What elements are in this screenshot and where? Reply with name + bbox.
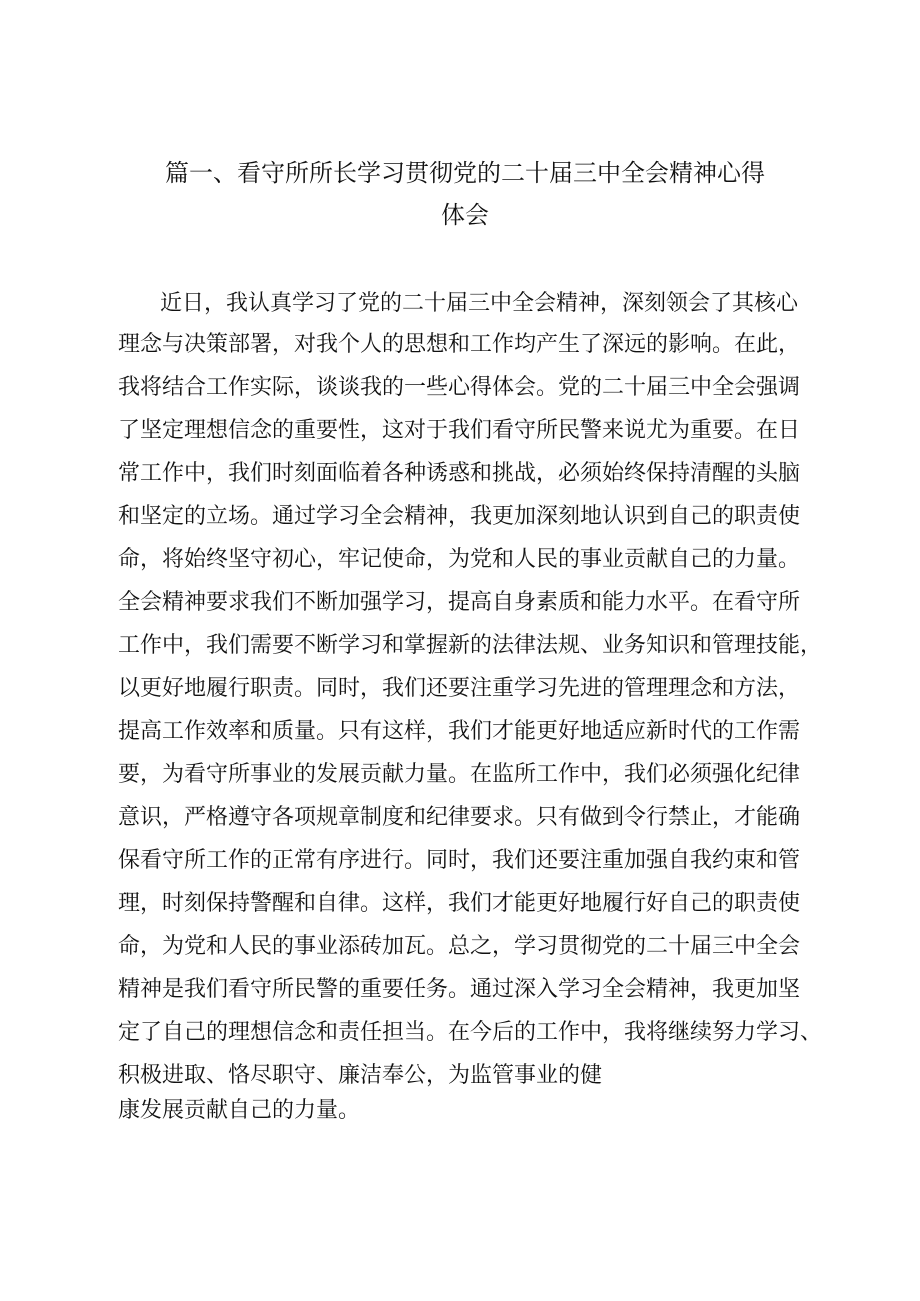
paragraph-line-1: 近日，我认真学习了党的二十届三中全会精神，深刻领会了其核心 <box>160 291 799 316</box>
paragraph-line-3: 我将结合工作实际，谈谈我的一些心得体会。党的二十届三中全会强调 <box>118 375 801 400</box>
paragraph-line-12: 要，为看守所事业的发展贡献力量。在监所工作中，我们必须强化纪律 <box>118 762 801 787</box>
paragraph-line-13: 意识，严格遵守各项规章制度和纪律要求。只有做到令行禁止，才能确 <box>118 805 801 830</box>
paragraph-line-7: 命，将始终坚守初心，牢记使命，为党和人民的事业贡献自己的力量。 <box>118 547 801 572</box>
paragraph-line-17: 精神是我们看守所民警的重要任务。通过深入学习全会精神，我更加坚 <box>118 977 801 1002</box>
paragraph-line-4: 了坚定理想信念的重要性，这对于我们看守所民警来说尤为重要。在日 <box>118 418 801 443</box>
paragraph-line-2: 理念与决策部署，对我个人的思想和工作均产生了深远的影响。在此， <box>118 332 801 357</box>
paragraph-line-16: 命，为党和人民的事业添砖加瓦。总之，学习贯彻党的二十届三中全会 <box>118 934 801 959</box>
paragraph-line-9: 工作中，我们需要不断学习和掌握新的法律法规、业务知识和管理技能， <box>118 633 823 658</box>
document-title-line-2: 体会 <box>441 201 489 229</box>
paragraph-line-11: 提高工作效率和质量。只有这样，我们才能更好地适应新时代的工作需 <box>118 719 801 744</box>
paragraph-line-5: 常工作中，我们时刻面临着各种诱惑和挑战，必须始终保持清醒的头脑 <box>118 461 801 486</box>
paragraph-line-6: 和坚定的立场。通过学习全会精神，我更加深刻地认识到自己的职责使 <box>118 504 801 529</box>
paragraph-line-10: 以更好地履行职责。同时，我们还要注重学习先进的管理理念和方法， <box>118 676 801 701</box>
paragraph-line-8: 全会精神要求我们不断加强学习，提高自身素质和能力水平。在看守所 <box>118 590 801 615</box>
paragraph-line-19: 积极进取、恪尽职守、廉洁奉公，为监管事业的健 <box>118 1063 603 1088</box>
document-title-line-1: 篇一、看守所所长学习贯彻党的二十届三中全会精神心得 <box>165 159 765 187</box>
paragraph-line-14: 保看守所工作的正常有序进行。同时，我们还要注重加强自我约束和管 <box>118 848 801 873</box>
paragraph-line-18: 定了自己的理想信念和责任担当。在今后的工作中，我将继续努力学习、 <box>118 1020 823 1045</box>
paragraph-line-15: 理，时刻保持警醒和自律。这样，我们才能更好地履行好自己的职责使 <box>118 891 801 916</box>
paragraph-line-20: 康发展贡献自己的力量。 <box>118 1098 361 1123</box>
